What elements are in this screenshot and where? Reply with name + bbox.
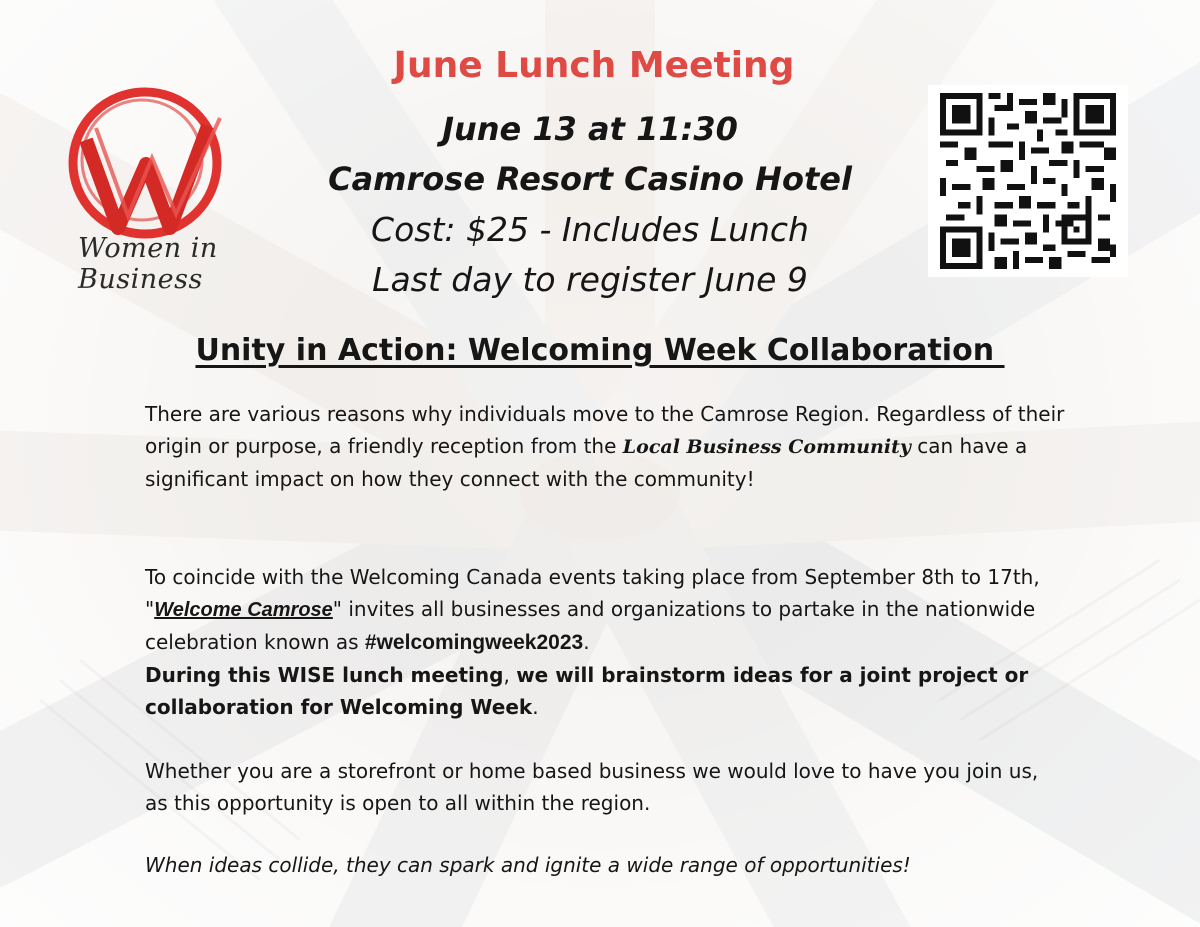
- event-title: June Lunch Meeting: [393, 45, 795, 86]
- event-date-time: June 13 at 11:30: [442, 110, 738, 148]
- welcoming-text-part2: " invites all businesses and organizations to partake in the nationwide celebration known as: [145, 597, 1036, 654]
- welcoming-period-end: .: [532, 695, 539, 719]
- welcoming-period: .: [583, 630, 590, 654]
- paragraph-welcoming-week: [145, 561, 1065, 723]
- brainstorm-bold: we will brainstorm ideas for a joint project or collaboration for Welcoming Week: [145, 663, 1029, 719]
- paragraph-intro: [145, 398, 1065, 495]
- wise-meeting-bold: During this WISE lunch meeting: [145, 663, 504, 687]
- logo-caption: Women in Business: [78, 233, 218, 295]
- local-business-community-emphasis: Local Business Community: [622, 436, 911, 458]
- intro-tail-text: can have a significant impact on how they connect with the community!: [145, 434, 1028, 491]
- section-heading: Unity in Action: Welcoming Week Collaboration: [195, 333, 1005, 368]
- welcoming-comma: ,: [503, 663, 517, 687]
- event-registration-deadline: Last day to register June 9: [372, 260, 808, 299]
- event-venue: Camrose Resort Casino Hotel: [328, 160, 852, 198]
- qr-code[interactable]: [928, 85, 1128, 277]
- welcome-camrose-link[interactable]: Welcome Camrose: [154, 599, 333, 621]
- qr-code-icon: [938, 93, 1118, 269]
- intro-lead-text: There are various reasons why individuals move to the Camrose Region. Regardless of their origin or purpose, a friendly reception from the: [145, 402, 1065, 458]
- paragraph-invitation: Whether you are a storefront or home based business we would love to have you join us, as this opportunity is open to all within the region.: [145, 759, 1039, 815]
- welcoming-text-part1: To coincide with the Welcoming Canada events taking place from September 8th to 17th, ": [145, 565, 1040, 621]
- hashtag-welcomingweek: #welcomingweek2023: [364, 631, 584, 654]
- closing-line: When ideas collide, they can spark and ignite a wide range of opportunities!: [145, 853, 911, 877]
- event-cost: Cost: $25 - Includes Lunch: [371, 210, 809, 249]
